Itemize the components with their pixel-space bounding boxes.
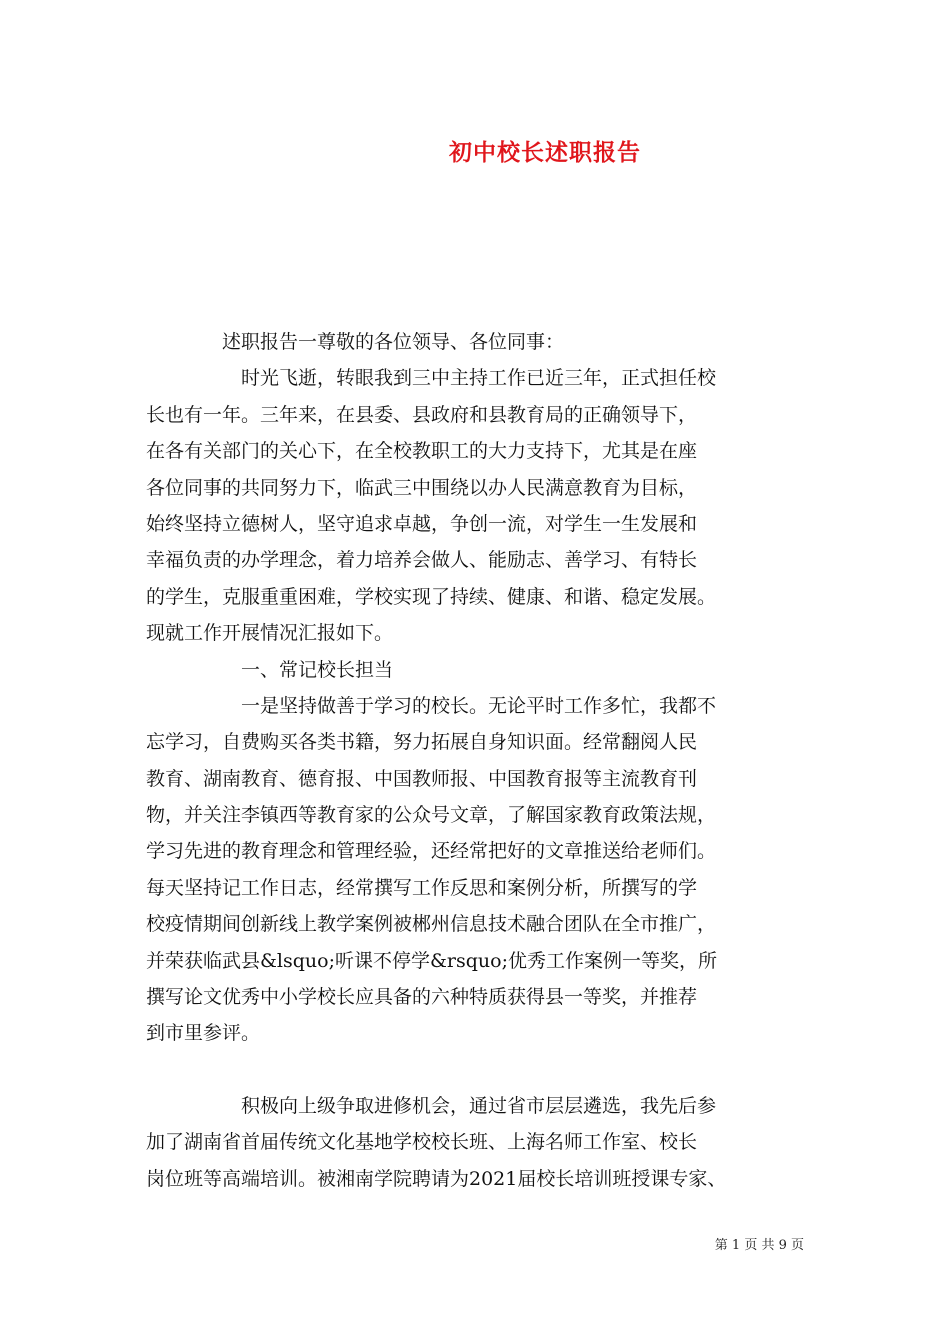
document-title: 初中校长述职报告 — [449, 139, 641, 166]
body-line: 并荣获临武县&lsquo;听课不停学&rsquo;优秀工作案例一等奖，所 — [146, 949, 717, 972]
body-line: 述职报告一尊敬的各位领导、各位同事： — [146, 331, 565, 353]
body-line: 岗位班等高端培训。被湘南学院聘请为2021届校长培训班授课专家、 — [146, 1167, 727, 1190]
body-line: 幸福负责的办学理念，着力培养会做人、能励志、善学习、有特长 — [146, 549, 698, 572]
body-line: 教育、湖南教育、德育报、中国教师报、中国教育报等主流教育刊 — [146, 767, 698, 790]
body-line: 加了湖南省首届传统文化基地学校校长班、上海名师工作室、校长 — [146, 1131, 698, 1154]
body-line: 积极向上级争取进修机会，通过省市层层遴选，我先后参 — [146, 1094, 717, 1117]
body-line: 长也有一年。三年来，在县委、县政府和县教育局的正确领导下， — [146, 403, 698, 426]
body-line: 始终坚持立德树人，坚守追求卓越，争创一流，对学生一生发展和 — [146, 512, 698, 535]
body-line: 各位同事的共同努力下，临武三中围绕以办人民满意教育为目标， — [146, 476, 698, 499]
section-heading: 一、常记校长担当 — [146, 658, 394, 681]
body-line: 现就工作开展情况汇报如下。 — [146, 622, 394, 645]
body-line: 的学生，克服重重困难，学校实现了持续、健康、和谐、稳定发展。 — [146, 585, 717, 608]
body-line: 时光飞逝，转眼我到三中主持工作已近三年，正式担任校 — [146, 367, 717, 390]
body-line: 到市里参评。 — [146, 1022, 261, 1045]
document-body — [146, 324, 818, 1197]
body-line: 在各有关部门的关心下，在全校教职工的大力支持下，尤其是在座 — [146, 440, 698, 463]
body-line: 学习先进的教育理念和管理经验，还经常把好的文章推送给老师们。 — [146, 840, 717, 863]
paragraph-gap — [146, 1052, 818, 1088]
body-line: 一是坚持做善于学习的校长。无论平时工作多忙，我都不 — [146, 694, 717, 717]
body-line: 忘学习，自费购买各类书籍，努力拓展自身知识面。经常翻阅人民 — [146, 731, 698, 754]
body-line: 撰写论文优秀中小学校长应具备的六种特质获得县一等奖，并推荐 — [146, 986, 698, 1009]
body-line: 物，并关注李镇西等教育家的公众号文章，了解国家教育政策法规， — [146, 804, 717, 827]
body-line: 每天坚持记工作日志，经常撰写工作反思和案例分析，所撰写的学 — [146, 876, 698, 899]
page-number-footer: 第 1 页 共 9 页 — [714, 1238, 804, 1253]
body-line: 校疫情期间创新线上教学案例被郴州信息技术融合团队在全市推广， — [146, 913, 717, 936]
